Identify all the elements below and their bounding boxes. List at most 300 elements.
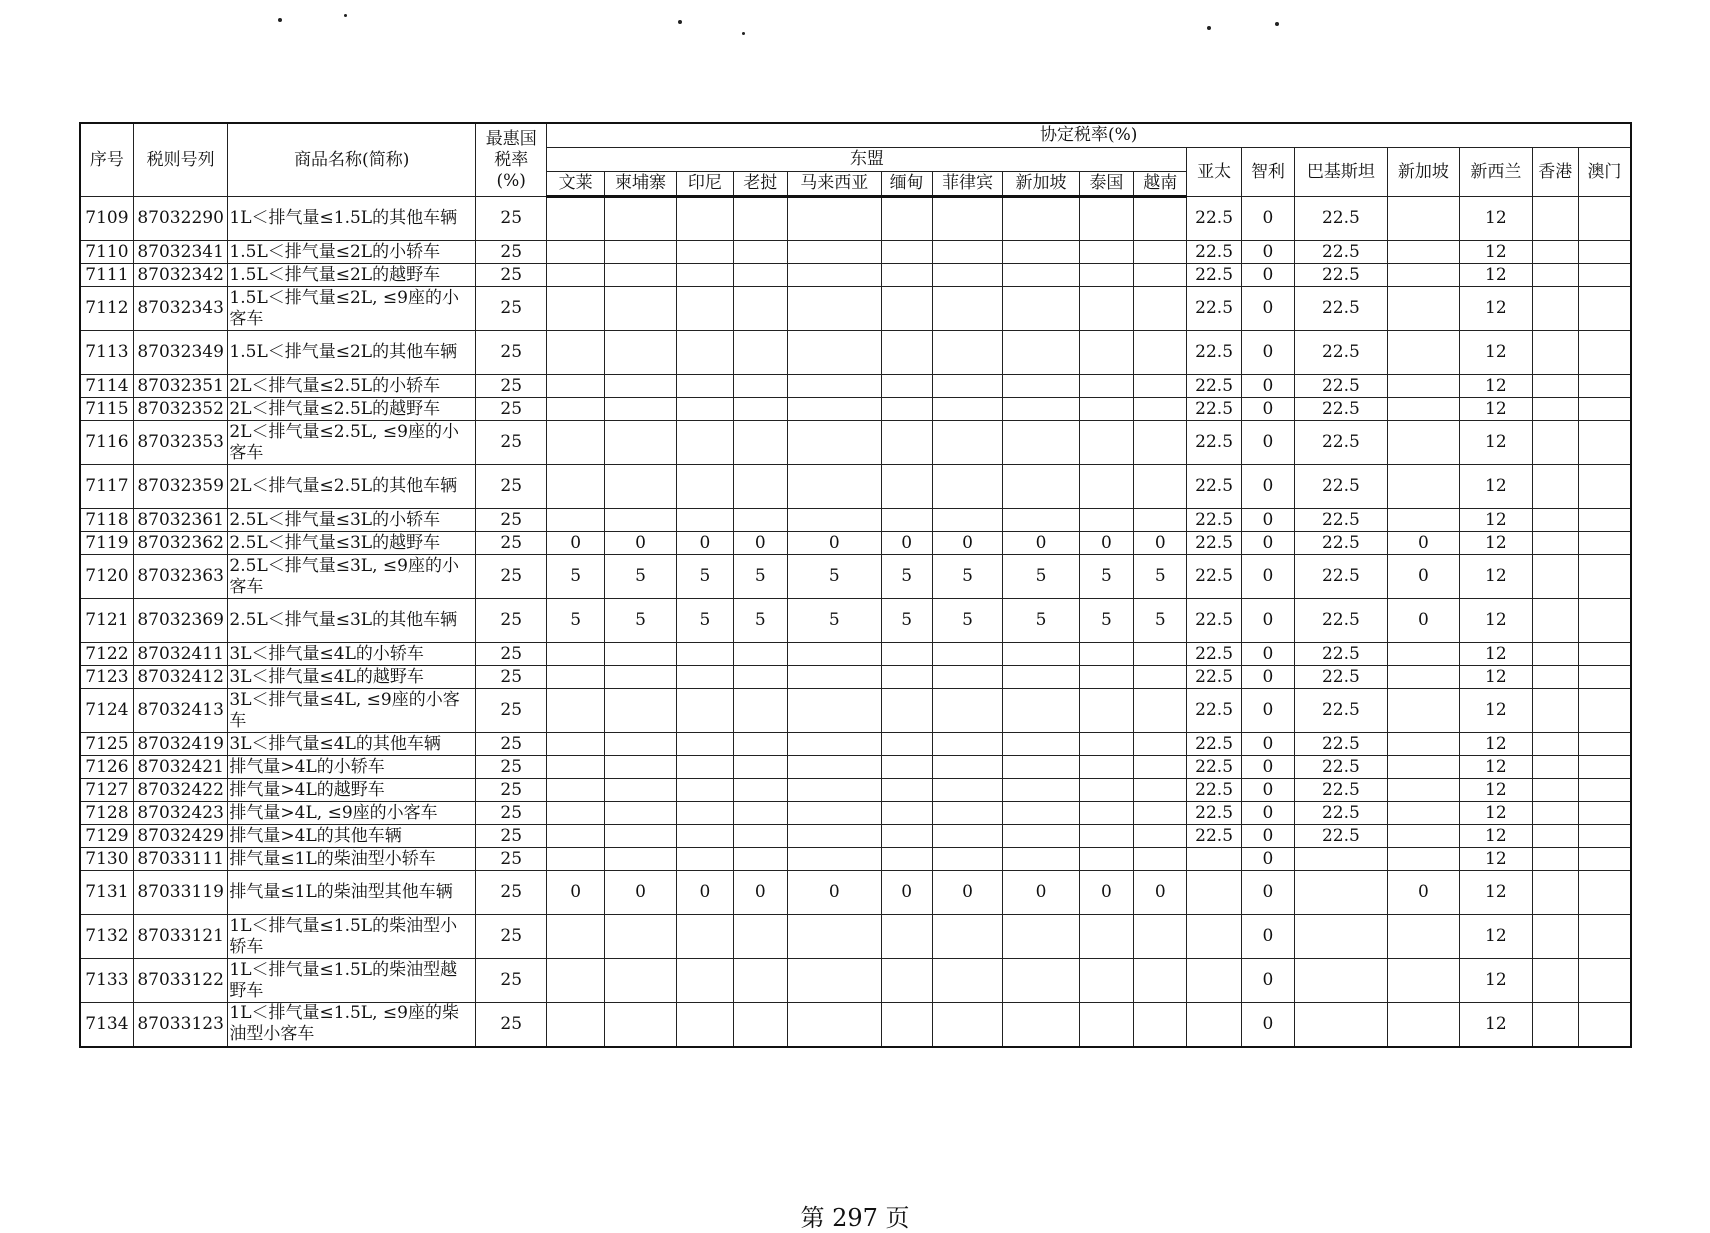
- scan-speck: [742, 32, 745, 35]
- cell-asean-rate: [677, 848, 733, 871]
- cell-asean-rate: [677, 802, 733, 825]
- cell-product-name: 1L＜排气量≤1.5L的柴油型小轿车: [228, 915, 476, 959]
- cell-asean-rate: [932, 756, 1002, 779]
- cell-agreement-rate: [1295, 959, 1388, 1003]
- cell-agreement-rate: [1532, 802, 1578, 825]
- cell-agreement-rate: [1532, 733, 1578, 756]
- cell-product-name: 排气量≤1L的柴油型小轿车: [228, 848, 476, 871]
- cell-asean-rate: [677, 375, 733, 398]
- cell-agreement-rate: 0: [1241, 287, 1294, 331]
- cell-agreement-rate: 0: [1241, 779, 1294, 802]
- cell-mfn-rate: 25: [475, 555, 546, 599]
- cell-tariff-code: 87032422: [133, 779, 228, 802]
- cell-asean-rate: [604, 689, 676, 733]
- cell-agreement-rate: 22.5: [1187, 756, 1241, 779]
- col-header-asean-member: 缅甸: [881, 172, 932, 197]
- cell-tariff-code: 87033123: [133, 1003, 228, 1047]
- cell-seq: 7112: [80, 287, 133, 331]
- cell-asean-rate: [604, 264, 676, 287]
- cell-agreement-rate: 22.5: [1187, 421, 1241, 465]
- cell-tariff-code: 87032421: [133, 756, 228, 779]
- cell-asean-rate: [881, 509, 932, 532]
- cell-asean-rate: [787, 848, 881, 871]
- table-row: [80, 689, 1631, 733]
- cell-product-name: 1L＜排气量≤1.5L的其他车辆: [228, 197, 476, 241]
- cell-asean-rate: [1079, 666, 1133, 689]
- cell-mfn-rate: 25: [475, 287, 546, 331]
- cell-agreement-rate: 12: [1460, 197, 1532, 241]
- cell-seq: 7133: [80, 959, 133, 1003]
- cell-mfn-rate: 25: [475, 1003, 546, 1047]
- cell-asean-rate: [547, 465, 604, 509]
- cell-agreement-rate: [1578, 733, 1631, 756]
- col-header-other: 新西兰: [1460, 148, 1532, 197]
- cell-tariff-code: 87032353: [133, 421, 228, 465]
- cell-agreement-rate: [1387, 689, 1459, 733]
- cell-mfn-rate: 25: [475, 666, 546, 689]
- cell-seq: 7115: [80, 398, 133, 421]
- cell-asean-rate: [733, 264, 787, 287]
- cell-agreement-rate: [1532, 643, 1578, 666]
- cell-agreement-rate: 12: [1460, 264, 1532, 287]
- cell-asean-rate: [1079, 848, 1133, 871]
- cell-agreement-rate: 22.5: [1187, 331, 1241, 375]
- cell-agreement-rate: [1532, 287, 1578, 331]
- cell-asean-rate: [1079, 689, 1133, 733]
- cell-agreement-rate: 22.5: [1295, 264, 1388, 287]
- cell-product-name: 3L＜排气量≤4L的小轿车: [228, 643, 476, 666]
- cell-asean-rate: [677, 959, 733, 1003]
- cell-asean-rate: [1003, 331, 1079, 375]
- cell-agreement-rate: 12: [1460, 241, 1532, 264]
- cell-agreement-rate: 0: [1241, 599, 1294, 643]
- cell-agreement-rate: [1578, 802, 1631, 825]
- cell-asean-rate: [1079, 915, 1133, 959]
- cell-product-name: 3L＜排气量≤4L, ≤9座的小客车: [228, 689, 476, 733]
- page-number: 第 297 页: [800, 1204, 910, 1232]
- cell-asean-rate: [881, 197, 932, 241]
- scan-speck: [678, 20, 682, 24]
- cell-agreement-rate: [1578, 825, 1631, 848]
- col-header-other: 香港: [1532, 148, 1578, 197]
- cell-asean-rate: [932, 197, 1002, 241]
- cell-asean-rate: [1134, 756, 1187, 779]
- cell-asean-rate: [1079, 287, 1133, 331]
- table-row: [80, 465, 1631, 509]
- cell-agreement-rate: 12: [1460, 287, 1532, 331]
- cell-mfn-rate: 25: [475, 959, 546, 1003]
- col-header-asean-member: 新加坡: [1003, 172, 1079, 197]
- cell-asean-rate: [547, 825, 604, 848]
- cell-agreement-rate: [1578, 375, 1631, 398]
- cell-agreement-rate: [1578, 848, 1631, 871]
- cell-product-name: 排气量≤1L的柴油型其他车辆: [228, 871, 476, 915]
- cell-asean-rate: [733, 398, 787, 421]
- cell-asean-rate: [881, 825, 932, 848]
- cell-asean-rate: [1134, 197, 1187, 241]
- cell-agreement-rate: 0: [1241, 825, 1294, 848]
- cell-mfn-rate: 25: [475, 465, 546, 509]
- cell-asean-rate: [932, 848, 1002, 871]
- cell-asean-rate: [881, 1003, 932, 1047]
- cell-product-name: 2L＜排气量≤2.5L的其他车辆: [228, 465, 476, 509]
- cell-seq: 7109: [80, 197, 133, 241]
- cell-seq: 7128: [80, 802, 133, 825]
- cell-agreement-rate: 0: [1241, 197, 1294, 241]
- cell-product-name: 2.5L＜排气量≤3L的其他车辆: [228, 599, 476, 643]
- cell-asean-rate: [1134, 241, 1187, 264]
- cell-asean-rate: [1003, 375, 1079, 398]
- cell-agreement-rate: 22.5: [1187, 375, 1241, 398]
- cell-agreement-rate: 12: [1460, 375, 1532, 398]
- cell-asean-rate: [881, 421, 932, 465]
- cell-asean-rate: [787, 733, 881, 756]
- cell-agreement-rate: 0: [1241, 398, 1294, 421]
- cell-agreement-rate: [1578, 465, 1631, 509]
- scan-speck: [1207, 26, 1211, 30]
- cell-agreement-rate: 0: [1387, 871, 1459, 915]
- table-row: [80, 375, 1631, 398]
- cell-asean-rate: 0: [881, 871, 932, 915]
- cell-agreement-rate: [1532, 666, 1578, 689]
- cell-asean-rate: [932, 509, 1002, 532]
- col-header-asean-member: 菲律宾: [932, 172, 1002, 197]
- cell-agreement-rate: [1387, 779, 1459, 802]
- cell-asean-rate: [1134, 331, 1187, 375]
- cell-mfn-rate: 25: [475, 689, 546, 733]
- table-row: [80, 197, 1631, 241]
- cell-agreement-rate: [1532, 689, 1578, 733]
- cell-asean-rate: [881, 375, 932, 398]
- cell-mfn-rate: 25: [475, 532, 546, 555]
- cell-asean-rate: [787, 241, 881, 264]
- cell-asean-rate: [1079, 331, 1133, 375]
- cell-asean-rate: [881, 264, 932, 287]
- cell-agreement-rate: 22.5: [1187, 779, 1241, 802]
- cell-tariff-code: 87032359: [133, 465, 228, 509]
- cell-asean-rate: [604, 421, 676, 465]
- mfn-line-1: 最惠国: [485, 128, 537, 149]
- cell-asean-rate: [881, 802, 932, 825]
- cell-agreement-rate: 0: [1241, 915, 1294, 959]
- cell-agreement-rate: 0: [1241, 756, 1294, 779]
- cell-asean-rate: [733, 779, 787, 802]
- cell-asean-rate: [787, 959, 881, 1003]
- cell-asean-rate: 5: [677, 555, 733, 599]
- cell-tariff-code: 87032362: [133, 532, 228, 555]
- cell-asean-rate: [1003, 398, 1079, 421]
- cell-tariff-code: 87032412: [133, 666, 228, 689]
- cell-mfn-rate: 25: [475, 756, 546, 779]
- cell-mfn-rate: 25: [475, 915, 546, 959]
- cell-agreement-rate: 12: [1460, 555, 1532, 599]
- cell-agreement-rate: [1295, 1003, 1388, 1047]
- col-header-asean-member: 越南: [1134, 172, 1187, 197]
- cell-asean-rate: [547, 375, 604, 398]
- cell-asean-rate: [1079, 643, 1133, 666]
- cell-asean-rate: [677, 398, 733, 421]
- cell-asean-rate: [1003, 1003, 1079, 1047]
- cell-asean-rate: [547, 733, 604, 756]
- cell-asean-rate: [787, 465, 881, 509]
- cell-agreement-rate: [1578, 756, 1631, 779]
- cell-asean-rate: [547, 241, 604, 264]
- cell-agreement-rate: [1387, 264, 1459, 287]
- cell-asean-rate: [733, 287, 787, 331]
- cell-agreement-rate: [1187, 915, 1241, 959]
- cell-seq: 7120: [80, 555, 133, 599]
- cell-agreement-rate: [1187, 871, 1241, 915]
- cell-agreement-rate: 12: [1460, 532, 1532, 555]
- cell-agreement-rate: [1578, 779, 1631, 802]
- cell-tariff-code: 87033121: [133, 915, 228, 959]
- cell-agreement-rate: [1578, 915, 1631, 959]
- cell-agreement-rate: [1387, 666, 1459, 689]
- cell-asean-rate: [1003, 802, 1079, 825]
- cell-mfn-rate: 25: [475, 643, 546, 666]
- cell-asean-rate: [1134, 779, 1187, 802]
- cell-asean-rate: [881, 331, 932, 375]
- cell-agreement-rate: 22.5: [1295, 779, 1388, 802]
- table-row: [80, 264, 1631, 287]
- cell-asean-rate: [787, 779, 881, 802]
- cell-agreement-rate: [1532, 331, 1578, 375]
- cell-asean-rate: [932, 915, 1002, 959]
- cell-tariff-code: 87032429: [133, 825, 228, 848]
- cell-asean-rate: 0: [1134, 871, 1187, 915]
- cell-asean-rate: [787, 421, 881, 465]
- cell-asean-rate: [1134, 825, 1187, 848]
- cell-asean-rate: [1134, 666, 1187, 689]
- cell-agreement-rate: 0: [1241, 264, 1294, 287]
- cell-agreement-rate: 22.5: [1295, 733, 1388, 756]
- cell-asean-rate: [881, 915, 932, 959]
- cell-asean-rate: [733, 1003, 787, 1047]
- cell-asean-rate: [1079, 756, 1133, 779]
- cell-asean-rate: [881, 733, 932, 756]
- table-row: [80, 848, 1631, 871]
- cell-asean-rate: [677, 331, 733, 375]
- cell-agreement-rate: [1387, 509, 1459, 532]
- col-header-asean-member: 老挝: [733, 172, 787, 197]
- cell-asean-rate: 5: [932, 599, 1002, 643]
- cell-agreement-rate: 22.5: [1187, 509, 1241, 532]
- cell-asean-rate: [1079, 1003, 1133, 1047]
- cell-agreement-rate: [1578, 689, 1631, 733]
- cell-asean-rate: [733, 915, 787, 959]
- cell-asean-rate: [1079, 465, 1133, 509]
- cell-product-name: 排气量>4L的小轿车: [228, 756, 476, 779]
- cell-agreement-rate: 22.5: [1295, 465, 1388, 509]
- col-header-asean: 东盟: [547, 148, 1187, 172]
- cell-agreement-rate: 22.5: [1187, 802, 1241, 825]
- cell-product-name: 1.5L＜排气量≤2L的小轿车: [228, 241, 476, 264]
- cell-asean-rate: [733, 802, 787, 825]
- cell-tariff-code: 87032411: [133, 643, 228, 666]
- cell-product-name: 2.5L＜排气量≤3L的小轿车: [228, 509, 476, 532]
- cell-asean-rate: [1003, 421, 1079, 465]
- col-header-name: 商品名称(简称): [228, 123, 476, 197]
- cell-mfn-rate: 25: [475, 733, 546, 756]
- table-row: [80, 733, 1631, 756]
- cell-asean-rate: [932, 779, 1002, 802]
- cell-asean-rate: [604, 465, 676, 509]
- cell-agreement-rate: 22.5: [1187, 666, 1241, 689]
- cell-tariff-code: 87033111: [133, 848, 228, 871]
- cell-agreement-rate: [1387, 643, 1459, 666]
- cell-agreement-rate: 22.5: [1187, 555, 1241, 599]
- cell-seq: 7117: [80, 465, 133, 509]
- cell-asean-rate: [604, 375, 676, 398]
- cell-agreement-rate: 22.5: [1295, 599, 1388, 643]
- table-row: [80, 915, 1631, 959]
- cell-asean-rate: [881, 666, 932, 689]
- cell-mfn-rate: 25: [475, 197, 546, 241]
- cell-asean-rate: [881, 643, 932, 666]
- cell-asean-rate: [604, 398, 676, 421]
- cell-agreement-rate: [1532, 532, 1578, 555]
- cell-tariff-code: 87032423: [133, 802, 228, 825]
- cell-agreement-rate: 22.5: [1187, 398, 1241, 421]
- table-body: [80, 197, 1631, 1047]
- cell-asean-rate: [1003, 241, 1079, 264]
- cell-asean-rate: 0: [1134, 532, 1187, 555]
- cell-asean-rate: [677, 509, 733, 532]
- cell-asean-rate: [1134, 509, 1187, 532]
- cell-agreement-rate: [1578, 197, 1631, 241]
- cell-asean-rate: [1003, 756, 1079, 779]
- cell-asean-rate: [1079, 509, 1133, 532]
- cell-product-name: 1.5L＜排气量≤2L的越野车: [228, 264, 476, 287]
- cell-asean-rate: 0: [547, 871, 604, 915]
- cell-seq: 7130: [80, 848, 133, 871]
- cell-asean-rate: [787, 398, 881, 421]
- cell-agreement-rate: 22.5: [1187, 733, 1241, 756]
- table-row: [80, 599, 1631, 643]
- col-header-other: 新加坡: [1387, 148, 1459, 197]
- cell-asean-rate: [1079, 241, 1133, 264]
- cell-asean-rate: [787, 643, 881, 666]
- cell-asean-rate: 0: [677, 532, 733, 555]
- cell-mfn-rate: 25: [475, 331, 546, 375]
- cell-agreement-rate: 22.5: [1295, 825, 1388, 848]
- cell-seq: 7110: [80, 241, 133, 264]
- cell-asean-rate: [1134, 421, 1187, 465]
- cell-asean-rate: [733, 331, 787, 375]
- cell-asean-rate: [1134, 848, 1187, 871]
- mfn-line-3: (%): [496, 170, 526, 191]
- cell-asean-rate: 5: [1079, 555, 1133, 599]
- cell-asean-rate: [881, 959, 932, 1003]
- cell-asean-rate: [1079, 375, 1133, 398]
- cell-agreement-rate: 12: [1460, 1003, 1532, 1047]
- cell-asean-rate: [1003, 509, 1079, 532]
- cell-asean-rate: [604, 959, 676, 1003]
- cell-asean-rate: [1079, 398, 1133, 421]
- cell-agreement-rate: 0: [1241, 689, 1294, 733]
- cell-asean-rate: [604, 915, 676, 959]
- cell-agreement-rate: 22.5: [1295, 509, 1388, 532]
- cell-asean-rate: [881, 779, 932, 802]
- table-row: [80, 756, 1631, 779]
- cell-asean-rate: [547, 331, 604, 375]
- cell-agreement-rate: 22.5: [1295, 756, 1388, 779]
- cell-agreement-rate: 12: [1460, 825, 1532, 848]
- cell-asean-rate: 0: [604, 871, 676, 915]
- cell-asean-rate: [677, 287, 733, 331]
- cell-asean-rate: 5: [604, 555, 676, 599]
- cell-agreement-rate: 0: [1241, 1003, 1294, 1047]
- cell-product-name: 排气量>4L, ≤9座的小客车: [228, 802, 476, 825]
- cell-seq: 7129: [80, 825, 133, 848]
- cell-tariff-code: 87032342: [133, 264, 228, 287]
- cell-tariff-code: 87032419: [133, 733, 228, 756]
- cell-product-name: 1.5L＜排气量≤2L, ≤9座的小客车: [228, 287, 476, 331]
- cell-asean-rate: 0: [604, 532, 676, 555]
- cell-agreement-rate: 22.5: [1187, 689, 1241, 733]
- cell-asean-rate: [1134, 375, 1187, 398]
- cell-asean-rate: 5: [733, 555, 787, 599]
- cell-agreement-rate: 22.5: [1295, 331, 1388, 375]
- cell-asean-rate: [787, 375, 881, 398]
- table-row: [80, 643, 1631, 666]
- cell-asean-rate: [677, 756, 733, 779]
- cell-agreement-rate: [1387, 733, 1459, 756]
- cell-asean-rate: [547, 264, 604, 287]
- cell-asean-rate: 0: [881, 532, 932, 555]
- cell-asean-rate: [1134, 959, 1187, 1003]
- cell-agreement-rate: [1578, 331, 1631, 375]
- cell-asean-rate: [1134, 733, 1187, 756]
- cell-agreement-rate: 12: [1460, 331, 1532, 375]
- cell-product-name: 2L＜排气量≤2.5L的越野车: [228, 398, 476, 421]
- cell-seq: 7118: [80, 509, 133, 532]
- cell-asean-rate: [881, 465, 932, 509]
- cell-seq: 7124: [80, 689, 133, 733]
- cell-asean-rate: [733, 666, 787, 689]
- cell-asean-rate: [932, 465, 1002, 509]
- cell-asean-rate: [932, 421, 1002, 465]
- cell-agreement-rate: [1532, 1003, 1578, 1047]
- cell-agreement-rate: 12: [1460, 779, 1532, 802]
- cell-agreement-rate: 0: [1241, 555, 1294, 599]
- cell-asean-rate: 5: [1079, 599, 1133, 643]
- cell-agreement-rate: 12: [1460, 465, 1532, 509]
- cell-agreement-rate: [1387, 959, 1459, 1003]
- table-row: [80, 1003, 1631, 1047]
- cell-asean-rate: [547, 643, 604, 666]
- cell-product-name: 2.5L＜排气量≤3L的越野车: [228, 532, 476, 555]
- cell-asean-rate: [932, 375, 1002, 398]
- cell-asean-rate: [604, 825, 676, 848]
- cell-seq: 7119: [80, 532, 133, 555]
- cell-asean-rate: [733, 756, 787, 779]
- cell-agreement-rate: [1387, 825, 1459, 848]
- cell-asean-rate: [547, 756, 604, 779]
- cell-asean-rate: [932, 825, 1002, 848]
- cell-seq: 7111: [80, 264, 133, 287]
- cell-asean-rate: 0: [1003, 871, 1079, 915]
- col-header-asean-member: 柬埔寨: [604, 172, 676, 197]
- cell-asean-rate: [733, 241, 787, 264]
- cell-agreement-rate: 22.5: [1295, 802, 1388, 825]
- cell-asean-rate: [547, 509, 604, 532]
- tariff-table: [79, 122, 1632, 1048]
- cell-agreement-rate: [1532, 241, 1578, 264]
- cell-asean-rate: [733, 643, 787, 666]
- cell-agreement-rate: 0: [1241, 802, 1294, 825]
- cell-asean-rate: [733, 509, 787, 532]
